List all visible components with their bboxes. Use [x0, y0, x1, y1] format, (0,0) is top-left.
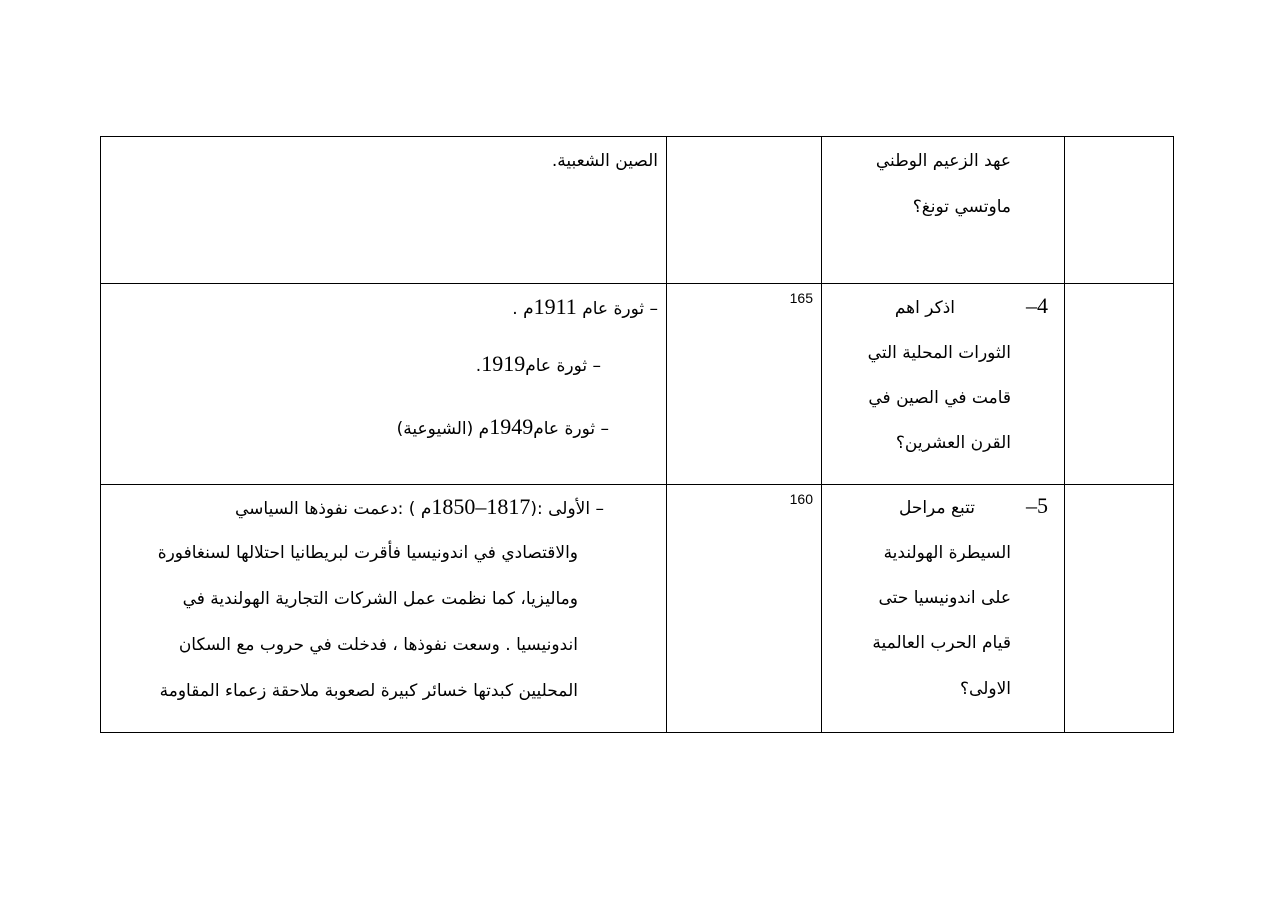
question-cell [822, 284, 1065, 485]
question-line: القرن العشرين؟ [895, 433, 1011, 453]
page-number: 165 [789, 290, 813, 306]
answer-line: المحليين كبدتها خسائر كبيرة لصعوبة ملاحقة زعماء المقاومة [159, 681, 578, 701]
number-cell [1065, 137, 1174, 284]
question-cell [822, 485, 1065, 733]
answer-line: – ثورة عام1949م (الشيوعية) [396, 414, 609, 439]
question-cell [822, 137, 1065, 284]
question-line: على اندونيسيا حتى [878, 588, 1011, 608]
question-line: اذكر اهم [894, 298, 955, 318]
answer-cell [101, 137, 667, 284]
answer-line: وماليزيا، كما نظمت عمل الشركات التجارية الهولندية في [182, 589, 578, 609]
table-row [101, 485, 1174, 733]
question-line: عهد الزعيم الوطني [875, 151, 1011, 171]
question-number: 4– [1026, 293, 1048, 318]
answer-line: – ثورة عام 1911م . [512, 294, 658, 319]
answer-line: الصين الشعبية. [551, 151, 658, 171]
question-line: قيام الحرب العالمية [872, 633, 1011, 653]
table-row [101, 284, 1174, 485]
page-cell [667, 485, 822, 733]
question-number: 5– [1026, 493, 1048, 518]
answer-line: – ثورة عام1919. [475, 351, 601, 376]
question-line: ماوتسي تونغ؟ [912, 197, 1011, 217]
answer-table [100, 136, 1174, 733]
answer-line: اندونيسيا . وسعت نفوذها ، فدخلت في حروب مع السكان [178, 635, 578, 655]
page-number: 160 [789, 491, 813, 507]
answer-line: – الأولى :(1817–1850م ) :دعمت نفوذها السياسي [234, 494, 604, 519]
question-line: تتبع مراحل [898, 498, 975, 518]
answer-cell [101, 284, 667, 485]
number-cell [1065, 284, 1174, 485]
number-cell [1065, 485, 1174, 733]
page-cell [667, 284, 822, 485]
question-line: الاولى؟ [960, 679, 1011, 699]
question-line: السيطرة الهولندية [883, 543, 1011, 563]
question-line: قامت في الصين في [868, 388, 1011, 408]
question-line: الثورات المحلية التي [867, 343, 1011, 363]
table-row [101, 137, 1174, 284]
answer-cell [101, 485, 667, 733]
answer-line: والاقتصادي في اندونيسيا فأقرت لبريطانيا احتلالها لسنغافورة [157, 543, 578, 563]
page-cell [667, 137, 822, 284]
